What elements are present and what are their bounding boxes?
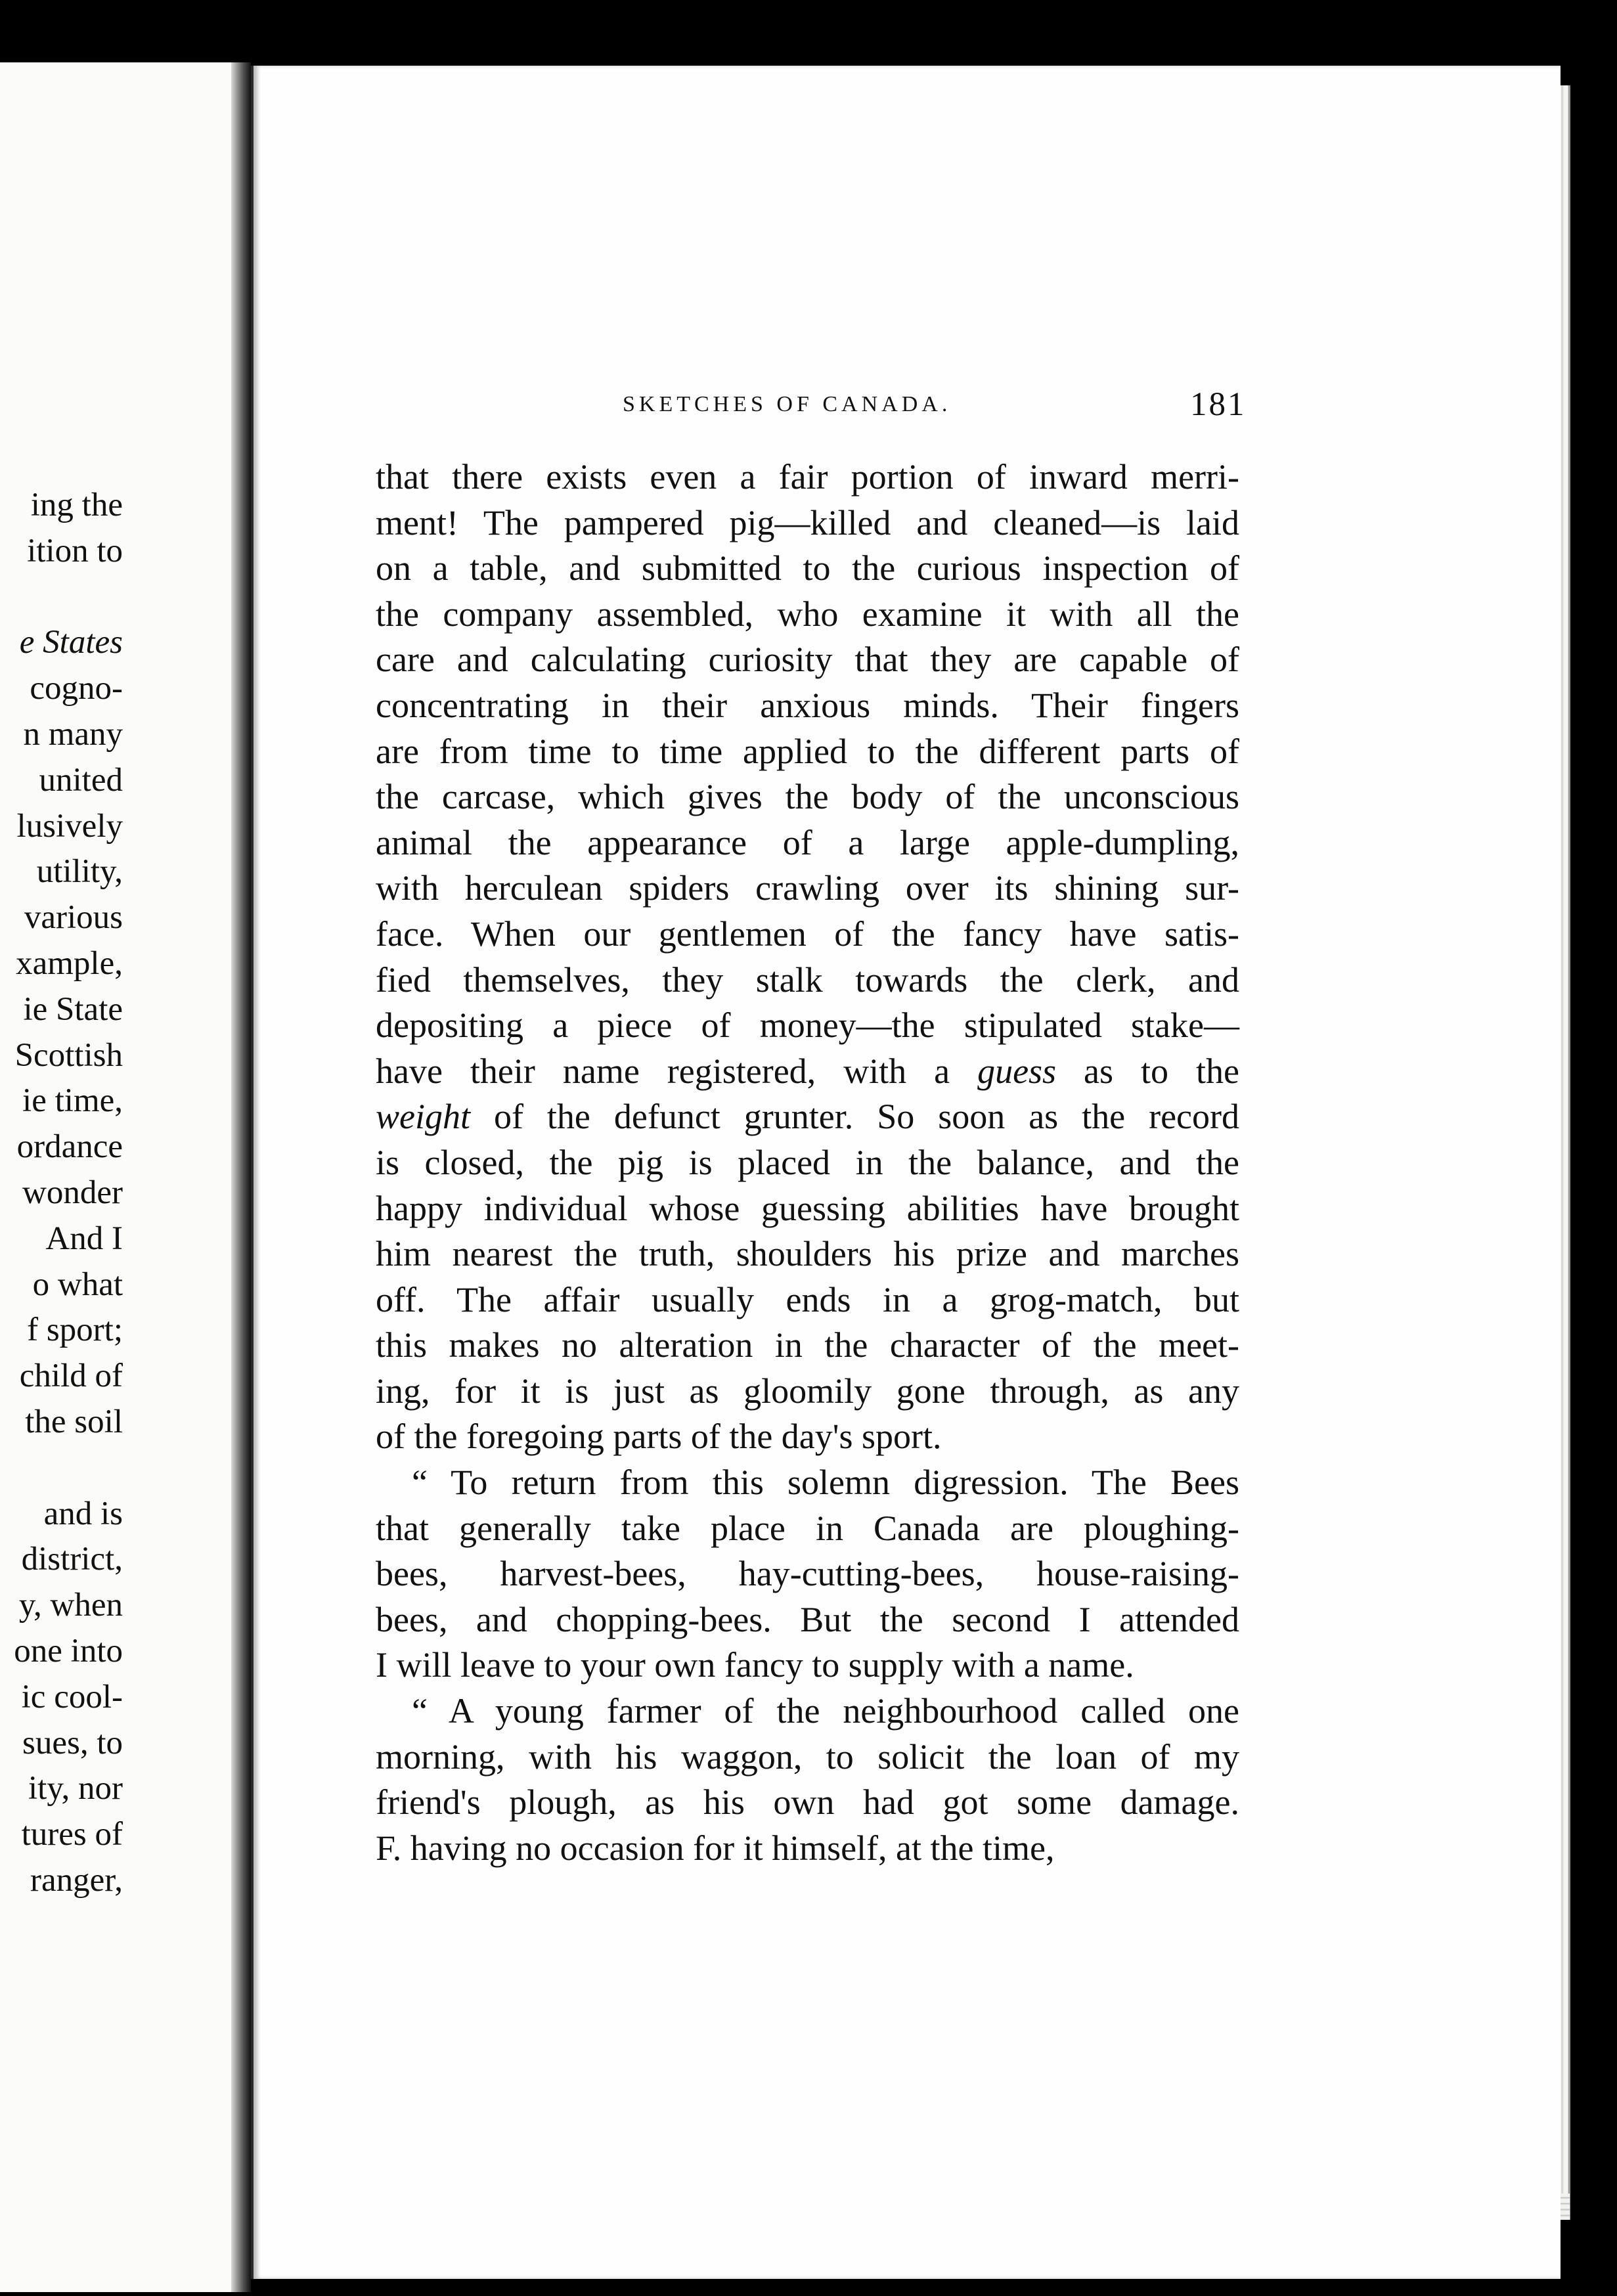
body-line [376, 454, 1239, 500]
body-line [376, 637, 1239, 683]
left-page-line: ic cool- [21, 1678, 123, 1715]
left-page-text [0, 483, 123, 1904]
line-text: morning, with his waggon, to solicit the loan of my [376, 1736, 1239, 1777]
line-text: F. having no occasion for it himself, at the time, [376, 1828, 1055, 1868]
left-page [0, 62, 240, 2292]
left-page-line: sues, to [22, 1724, 123, 1761]
body-line [376, 1003, 1239, 1049]
line-text: have their name registered, with a [376, 1051, 978, 1091]
body-line [376, 1506, 1239, 1552]
line-text: depositing a piece of money—the stipulated stake— [376, 1005, 1239, 1046]
left-page-line: wonder [22, 1174, 123, 1211]
body-line [376, 1049, 1239, 1095]
body-line [376, 1689, 1239, 1734]
left-page-line: ie time, [22, 1082, 123, 1120]
italic-word: guess [977, 1051, 1057, 1091]
body-line [376, 820, 1239, 866]
line-text: of the defunct grunter. So soon as the record [470, 1097, 1239, 1137]
left-page-line: y, when [18, 1587, 123, 1624]
left-page-line: united [39, 761, 123, 799]
body-line [376, 1369, 1239, 1415]
line-text: him nearest the truth, shoulders his prize and marches [376, 1234, 1239, 1274]
line-text: ment! The pampered pig—killed and cleaned—is laid [376, 502, 1239, 542]
left-page-line: one into [14, 1632, 123, 1669]
line-text: friend's plough, as his own had got some damage. [376, 1782, 1239, 1822]
line-text: off. The affair usually ends in a grog-match, but [376, 1279, 1239, 1319]
body-line [376, 912, 1239, 958]
left-page-line: various [24, 899, 123, 937]
body-line [376, 1094, 1239, 1140]
body-line [376, 1231, 1239, 1277]
left-page-line: district, [21, 1541, 123, 1578]
body-line [376, 592, 1239, 638]
line-text: face. When our gentlemen of the fancy have satis- [376, 914, 1239, 954]
body-line [376, 1597, 1239, 1643]
body-line [376, 683, 1239, 729]
left-page-line: the soil [25, 1403, 123, 1440]
body-line [376, 1277, 1239, 1323]
body-line [376, 1643, 1239, 1689]
book-gutter [231, 62, 251, 2292]
line-text: with herculean spiders crawling over its shining sur- [376, 868, 1239, 908]
line-text: “ To return from this solemn digression. The Bees [412, 1463, 1239, 1503]
left-page-line: ranger, [30, 1861, 123, 1899]
line-text: the carcase, which gives the body of the unconscious [376, 777, 1239, 817]
line-text: as to the [1056, 1051, 1239, 1091]
left-page-line [0, 575, 123, 621]
body-line [376, 1140, 1239, 1186]
line-text: ing, for it is just as gloomily gone through, as any [376, 1371, 1239, 1411]
line-text: care and calculating curiosity that they are capable of [376, 640, 1239, 680]
body-line [376, 1826, 1239, 1872]
left-page-line: tures of [21, 1816, 123, 1853]
line-text: are from time to time applied to the different parts of [376, 731, 1239, 771]
left-page-line: e States [19, 624, 123, 661]
left-page-line: n many [23, 715, 123, 753]
line-text: I will leave to your own fancy to supply with a name. [376, 1645, 1134, 1685]
line-text: is closed, the pig is placed in the balance, and the [376, 1142, 1239, 1182]
left-page-line: Scottish [14, 1036, 123, 1074]
running-head: SKETCHES OF CANADA. [623, 392, 952, 416]
left-page-line: xample, [16, 944, 123, 982]
left-page-line: ity, nor [28, 1770, 123, 1807]
body-line [376, 1551, 1239, 1597]
left-page-line: o what [32, 1266, 123, 1303]
body-line [376, 1780, 1239, 1826]
line-text: happy individual whose guessing abilities have brought [376, 1188, 1239, 1228]
body-text [376, 454, 1239, 1871]
line-text: bees, harvest-bees, hay-cutting-bees, house-raising- [376, 1554, 1239, 1594]
line-text: bees, and chopping-bees. But the second I attended [376, 1599, 1239, 1639]
line-text: on a table, and submitted to the curious inspection of [376, 548, 1239, 588]
italic-word: weight [376, 1097, 470, 1137]
left-page-line: and is [43, 1495, 123, 1532]
line-text: “ A young farmer of the neighbourhood called one [412, 1691, 1239, 1731]
left-page-line: ition to [27, 532, 123, 569]
left-page-line: f sport; [27, 1312, 123, 1349]
body-line [376, 1323, 1239, 1369]
page-number: 181 [1190, 386, 1247, 423]
body-line [376, 958, 1239, 1004]
left-page-line [0, 1446, 123, 1491]
line-text: animal the appearance of a large apple-dumpling, [376, 822, 1239, 862]
left-page-line: cogno- [30, 670, 123, 707]
body-line [376, 1186, 1239, 1232]
body-line [376, 546, 1239, 592]
line-text: that there exists even a fair portion of inward merri- [376, 457, 1239, 497]
left-page-line: utility, [36, 853, 123, 891]
left-page-line: child of [19, 1358, 123, 1395]
body-line [376, 1460, 1239, 1506]
body-line [376, 500, 1239, 546]
left-page-line: ing the [30, 487, 123, 523]
line-text: that generally take place in Canada are ploughing- [376, 1508, 1239, 1548]
line-text: this makes no alteration in the character of the meet- [376, 1325, 1239, 1365]
body-line [376, 729, 1239, 775]
left-page-line: ie State [23, 990, 123, 1028]
line-text: of the foregoing parts of the day's sport. [376, 1417, 942, 1457]
left-page-line: ordance [16, 1128, 123, 1166]
line-text: the company assembled, who examine it with all the [376, 594, 1239, 634]
body-line [376, 866, 1239, 912]
body-line [376, 774, 1239, 820]
left-page-line: lusively [16, 807, 123, 845]
line-text: concentrating in their anxious minds. Their fingers [376, 685, 1239, 725]
body-line [376, 1414, 1239, 1460]
left-page-line: And I [45, 1220, 123, 1257]
line-text: fied themselves, they stalk towards the clerk, and [376, 960, 1239, 1000]
body-line [376, 1734, 1239, 1780]
